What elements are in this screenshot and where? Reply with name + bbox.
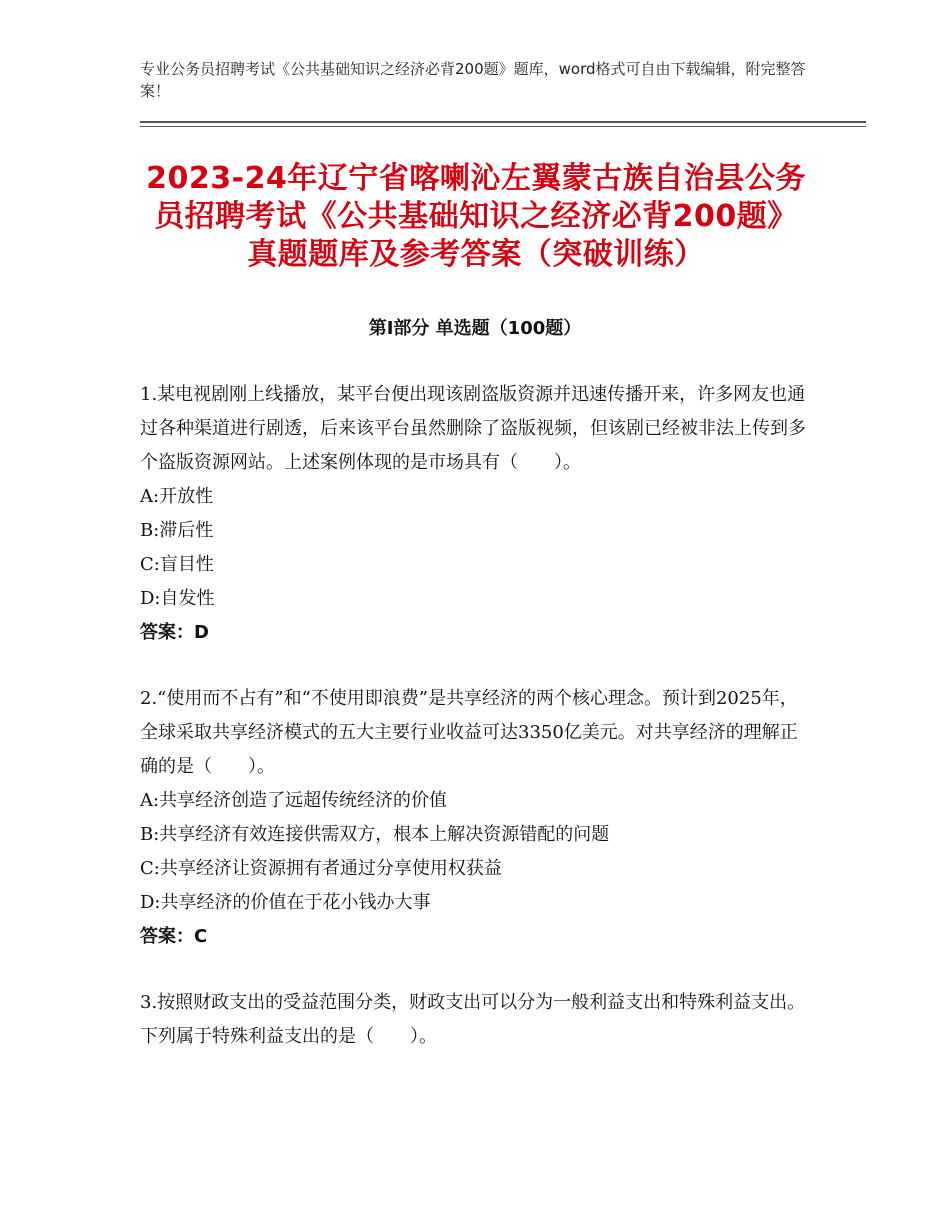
header-note: 专业公务员招聘考试《公共基础知识之经济必背200题》题库，word格式可自由下载编辑，附完整答案！: [140, 60, 806, 100]
question-list: [140, 378, 808, 1054]
option-c: C:盲目性: [140, 554, 214, 575]
question-2: [140, 682, 808, 954]
section-heading: 第Ⅰ部分 单选题（100题）: [368, 318, 582, 339]
option-c: C:共享经济让资源拥有者通过分享使用权获益: [140, 858, 502, 879]
header-divider-thick: [140, 121, 866, 123]
question-stem: 2.“使用而不占有”和“不使用即浪费”是共享经济的两个核心理念。预计到2025年，全球采取共享经济模式的五大主要行业收益可达3350亿美元。对共享经济的理解正确的是（ ）。: [140, 688, 798, 777]
option-a: A:开放性: [140, 486, 214, 507]
header-divider-thin: [140, 126, 866, 127]
option-d: D:自发性: [140, 588, 215, 609]
option-b: B:共享经济有效连接供需双方，根本上解决资源错配的问题: [140, 824, 610, 845]
option-a: A:共享经济创造了远超传统经济的价值: [140, 790, 448, 811]
spacer: [140, 650, 808, 682]
question-3: [140, 986, 808, 1054]
answer-label: 答案：C: [140, 926, 208, 947]
question-1: [140, 378, 808, 650]
question-stem: 3.按照财政支出的受益范围分类，财政支出可以分为一般利益支出和特殊利益支出。下列属于特殊利益支出的是（ ）。: [140, 992, 806, 1047]
question-stem: 1.某电视剧刚上线播放，某平台便出现该剧盗版资源并迅速传播开来，许多网友也通过各种渠道进行剧透，后来该平台虽然删除了盗版视频，但该剧已经被非法上传到多个盗版资源网站。上述案例体现的是市场具有（ ）。: [140, 384, 806, 473]
option-b: B:滞后性: [140, 520, 214, 541]
spacer: [140, 954, 808, 986]
option-d: D:共享经济的价值在于花小钱办大事: [140, 892, 431, 913]
answer-label: 答案：D: [140, 622, 209, 643]
document-title: 2023-24年辽宁省喀喇沁左翼蒙古族自治县公务员招聘考试《公共基础知识之经济必背200题》真题题库及参考答案（突破训练）: [146, 161, 806, 272]
